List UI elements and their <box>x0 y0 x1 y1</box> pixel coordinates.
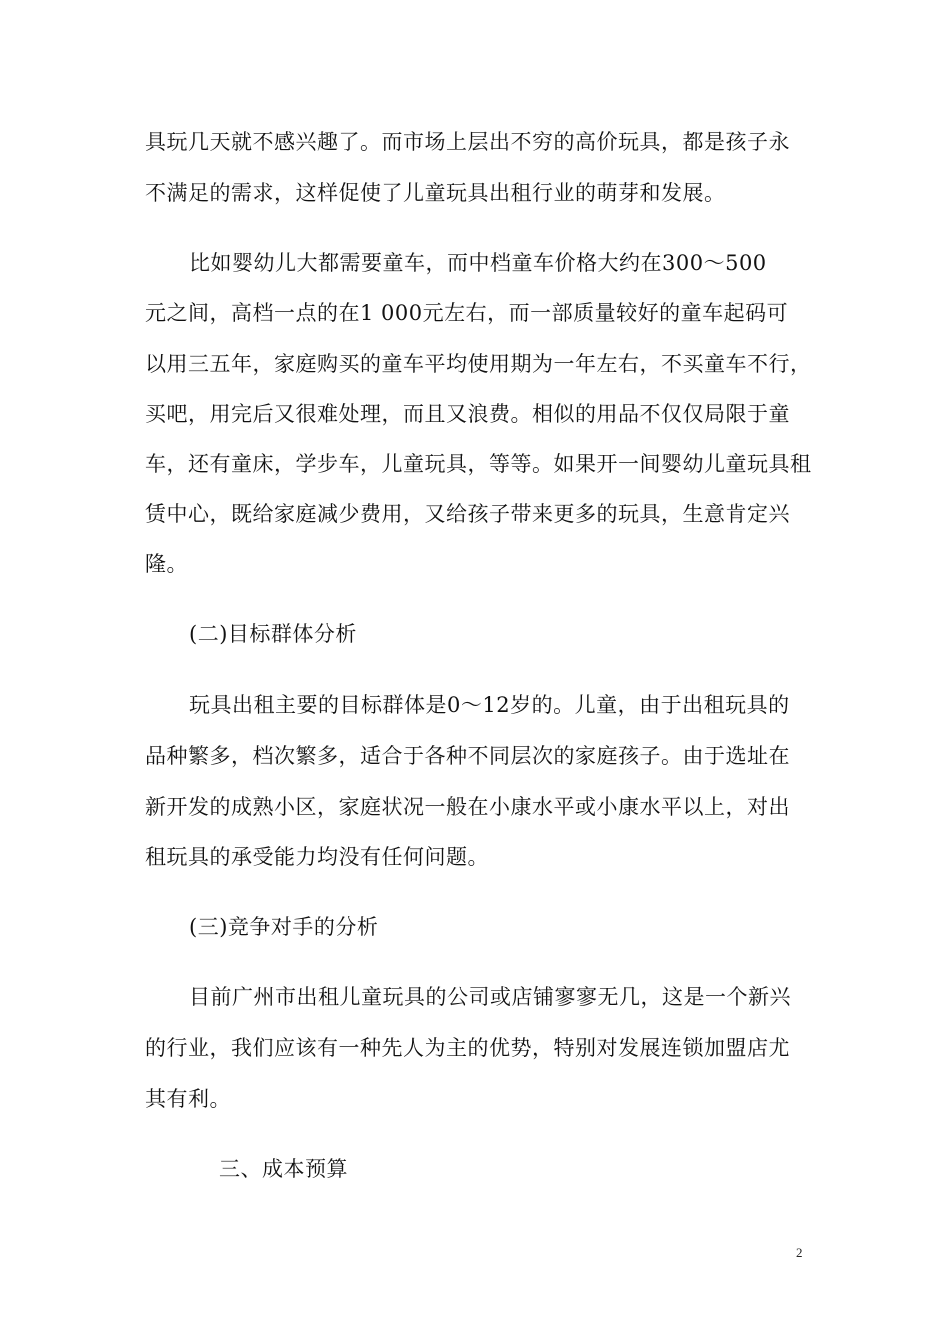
paragraph-line: 车，还有童床，学步车，儿童玩具，等等。如果开一间婴幼儿童玩具租 <box>145 452 812 476</box>
paragraph-line: 租玩具的承受能力均没有任何问题。 <box>145 845 489 869</box>
paragraph-line: 品种繁多，档次繁多，适合于各种不同层次的家庭孩子。由于选址在 <box>145 744 790 768</box>
section-heading-target-group: (二)目标群体分析 <box>189 622 357 646</box>
paragraph-line: 玩具出租主要的目标群体是0～12岁的。儿童，由于出租玩具的 <box>189 693 790 717</box>
paragraph-line: 的行业，我们应该有一种先人为主的优势，特别对发展连锁加盟店尤 <box>145 1036 790 1060</box>
paragraph-line: 比如婴幼儿大都需要童车，而中档童车价格大约在300～500 <box>189 251 767 275</box>
page-number: 2 <box>796 1245 803 1260</box>
paragraph-line: 赁中心，既给家庭减少费用，又给孩子带来更多的玩具，生意肯定兴 <box>145 502 790 526</box>
paragraph-line: 其有利。 <box>145 1087 231 1111</box>
paragraph-line: 隆。 <box>145 552 188 576</box>
paragraph-line: 新开发的成熟小区，家庭状况一般在小康水平或小康水平以上，对出 <box>145 795 790 819</box>
paragraph-line: 买吧，用完后又很难处理，而且又浪费。相似的用品不仅仅局限于童 <box>145 402 790 426</box>
section-heading-cost-budget: 三、成本预算 <box>219 1157 348 1181</box>
paragraph-line: 以用三五年，家庭购买的童车平均使用期为一年左右，不买童车不行， <box>145 352 812 376</box>
paragraph-line: 不满足的需求，这样促使了儿童玩具出租行业的萌芽和发展。 <box>145 181 726 205</box>
paragraph-line: 元之间，高档一点的在1 000元左右，而一部质量较好的童车起码可 <box>145 301 789 325</box>
paragraph-line: 具玩几天就不感兴趣了。而市场上层出不穷的高价玩具，都是孩子永 <box>145 130 790 154</box>
paragraph-line: 目前广州市出租儿童玩具的公司或店铺寥寥无几，这是一个新兴 <box>189 985 791 1009</box>
section-heading-competition: (三)竞争对手的分析 <box>189 915 379 939</box>
